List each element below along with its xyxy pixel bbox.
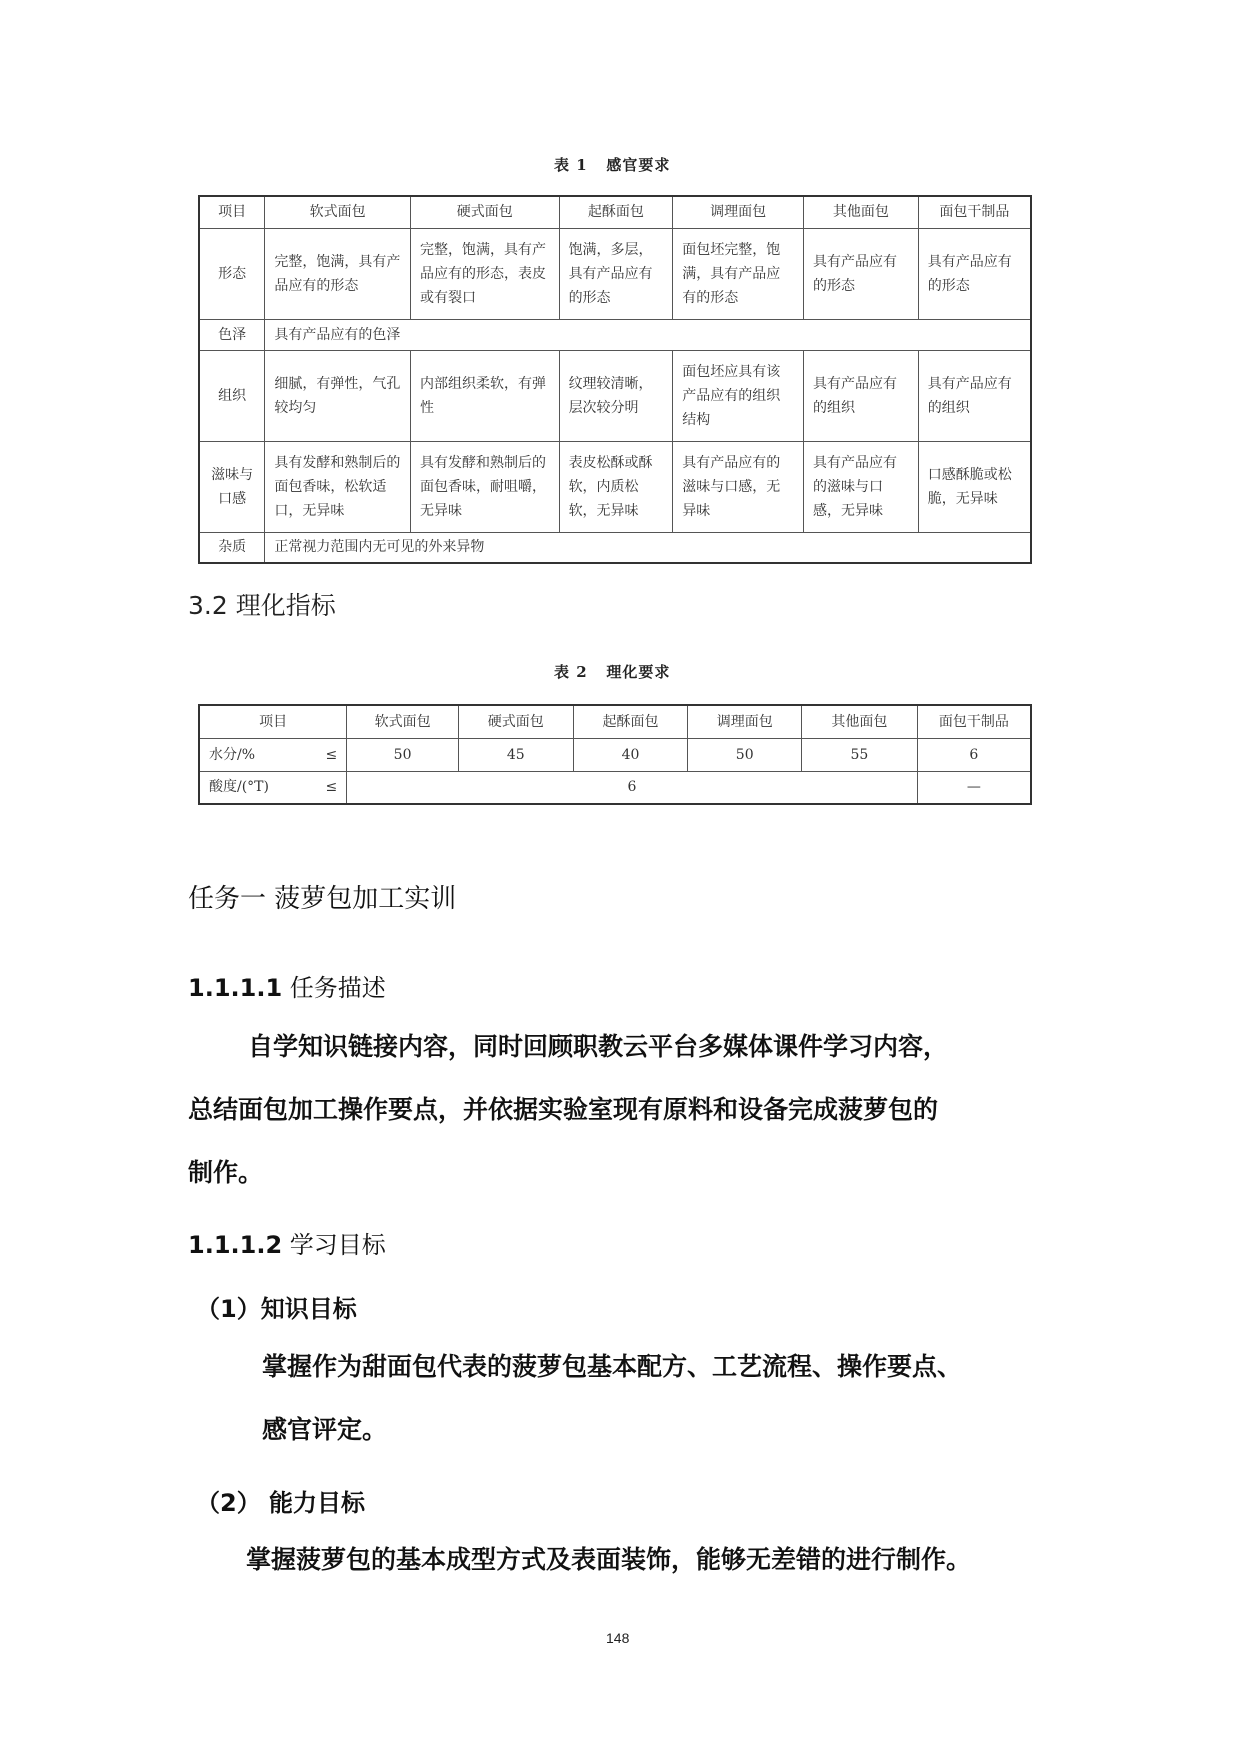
header-cell: 硬式面包 — [410, 196, 559, 228]
paragraph-line: 总结面包加工操作要点，并依据实验室现有原料和设备完成菠萝包的 — [188, 1095, 939, 1124]
header-cell: 项目 — [199, 705, 347, 738]
ability-objective-paragraph: 掌握菠萝包的基本成型方式及表面装饰，能够无差错的进行制作。 — [246, 1545, 972, 1574]
table-cell: 具有产品应有的滋味与口感，无异味 — [673, 441, 804, 532]
header-cell: 硬式面包 — [458, 705, 573, 738]
header-cell: 调理面包 — [688, 705, 802, 738]
table-cell: 表皮松酥或酥软，内质松软，无异味 — [559, 441, 673, 532]
page-number: 148 — [606, 1630, 630, 1646]
less-equal-symbol: ≤ — [325, 746, 338, 763]
header-cell: 软式面包 — [265, 196, 411, 228]
table-cell: 面包坯完整，饱满，具有产品应有的形态 — [673, 228, 804, 319]
table-cell: 饱满，多层，具有产品应有的形态 — [559, 228, 673, 319]
task-description-paragraph — [188, 1015, 1068, 1204]
header-cell: 起酥面包 — [559, 196, 673, 228]
table-cell: — — [917, 771, 1031, 804]
table-row — [199, 350, 1031, 441]
table-header-row — [199, 705, 1031, 738]
table-cell: 具有产品应有的组织 — [803, 350, 918, 441]
section-number: 1.1.1.1 — [188, 974, 283, 1002]
row-label: 组织 — [199, 350, 265, 441]
section-title: 学习目标 — [289, 1231, 386, 1259]
table-cell: 具有产品应有的形态 — [803, 228, 918, 319]
table-cell: 内部组织柔软，有弹性 — [410, 350, 559, 441]
table-row — [199, 441, 1031, 532]
table-row — [199, 228, 1031, 319]
row-label: 色泽 — [199, 319, 265, 350]
table2-caption: 表 2 理化要求 — [554, 663, 671, 681]
table-cell: 完整，饱满，具有产品应有的形态，表皮或有裂口 — [410, 228, 559, 319]
sensory-requirements-table — [198, 195, 1032, 564]
row-label: 形态 — [199, 228, 265, 319]
row-label-text: 酸度/(°T) — [209, 779, 269, 796]
table-cell: 6 — [917, 738, 1031, 771]
table1-caption: 表 1 感官要求 — [554, 156, 671, 174]
table-cell: 完整，饱满，具有产品应有的形态 — [265, 228, 411, 319]
table-cell: 具有产品应有的形态 — [918, 228, 1031, 319]
table-header-row — [199, 196, 1031, 228]
knowledge-objective-paragraph — [262, 1335, 1082, 1461]
section-heading-learning-objectives — [188, 1225, 386, 1260]
header-cell: 其他面包 — [802, 705, 918, 738]
table-cell: 55 — [802, 738, 918, 771]
row-label — [199, 771, 347, 804]
header-cell: 项目 — [199, 196, 265, 228]
header-cell: 其他面包 — [803, 196, 918, 228]
row-label: 滋味与口感 — [199, 441, 265, 532]
table-cell: 50 — [688, 738, 802, 771]
table-cell: 口感酥脆或松脆，无异味 — [918, 441, 1031, 532]
header-cell: 调理面包 — [673, 196, 804, 228]
paragraph-line: 制作。 — [188, 1158, 264, 1187]
merged-cell: 正常视力范围内无可见的外来异物 — [265, 532, 1031, 563]
table-cell: 具有发酵和熟制后的面包香味，松软适口，无异味 — [265, 441, 411, 532]
table-cell: 40 — [573, 738, 688, 771]
table-cell: 细腻，有弹性，气孔较均匀 — [265, 350, 411, 441]
table-cell: 具有发酵和熟制后的面包香味，耐咀嚼，无异味 — [410, 441, 559, 532]
row-label: 杂质 — [199, 532, 265, 563]
physicochemical-requirements-table — [198, 704, 1032, 805]
merged-cell: 具有产品应有的色泽 — [265, 319, 1031, 350]
header-cell: 软式面包 — [347, 705, 459, 738]
table-cell: 45 — [458, 738, 573, 771]
merged-cell: 6 — [347, 771, 918, 804]
row-label-text: 水分/% — [209, 746, 256, 763]
section-heading-task-description — [188, 968, 386, 1003]
paragraph-line: 感官评定。 — [262, 1415, 388, 1444]
header-cell: 面包干制品 — [918, 196, 1031, 228]
table-row — [199, 319, 1031, 350]
section-number: 1.1.1.2 — [188, 1231, 283, 1259]
table-cell: 50 — [347, 738, 459, 771]
task-title: 任务一 菠萝包加工实训 — [188, 884, 457, 914]
header-cell: 面包干制品 — [917, 705, 1031, 738]
row-label — [199, 738, 347, 771]
table-row — [199, 532, 1031, 563]
paragraph-line: 自学知识链接内容，同时回顾职教云平台多媒体课件学习内容， — [248, 1032, 949, 1061]
section-title: 任务描述 — [289, 974, 386, 1002]
ability-objective-heading: （2） 能力目标 — [196, 1489, 366, 1517]
table-row — [199, 738, 1031, 771]
table-cell: 面包坯应具有该产品应有的组织结构 — [673, 350, 804, 441]
table-cell: 纹理较清晰，层次较分明 — [559, 350, 673, 441]
less-equal-symbol: ≤ — [325, 779, 338, 796]
paragraph-line: 掌握作为甜面包代表的菠萝包基本配方、工艺流程、操作要点、 — [262, 1352, 963, 1381]
section-heading-3-2: 3.2 理化指标 — [188, 591, 336, 620]
table-row — [199, 771, 1031, 804]
knowledge-objective-heading: （1）知识目标 — [196, 1295, 357, 1323]
table-cell: 具有产品应有的组织 — [918, 350, 1031, 441]
table-cell: 具有产品应有的滋味与口感，无异味 — [803, 441, 918, 532]
header-cell: 起酥面包 — [573, 705, 688, 738]
